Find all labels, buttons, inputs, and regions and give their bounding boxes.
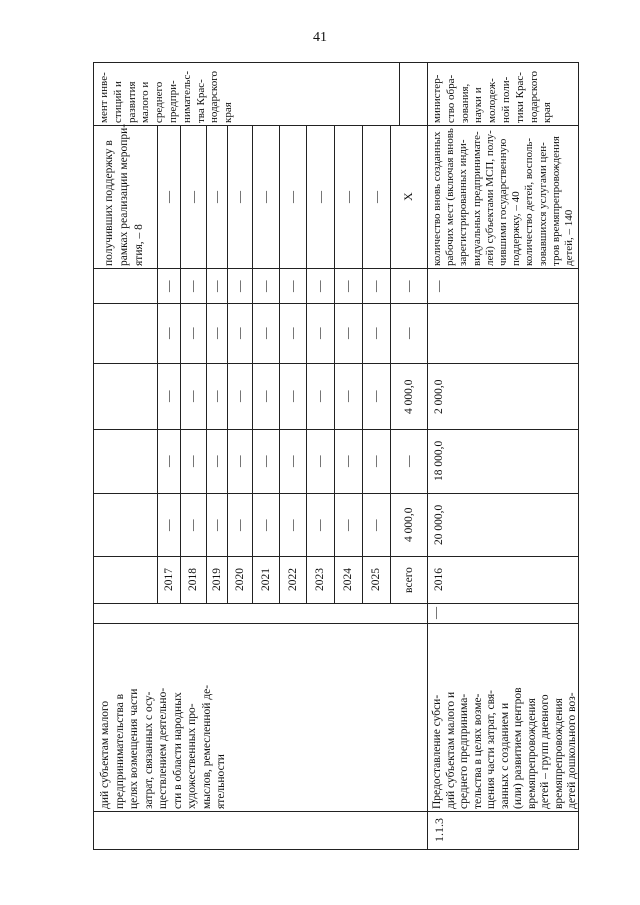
column-boundary bbox=[94, 363, 578, 364]
upper-executor-line: предпри- bbox=[166, 80, 179, 123]
year-cell: 2022 bbox=[286, 568, 299, 591]
row-boundary bbox=[157, 125, 158, 603]
lower-result-line: лей) субъектами МСП, полу- bbox=[483, 130, 496, 266]
year-cell: 2021 bbox=[259, 568, 272, 591]
year-cell: 2017 bbox=[162, 568, 175, 591]
lower-description-line: тельства в целях возме- bbox=[471, 693, 484, 809]
amount-regional-cell: — bbox=[370, 390, 382, 402]
result-value-cell: — bbox=[232, 190, 246, 203]
lower-result-line: рабочих мест (включая вновь bbox=[444, 128, 457, 266]
amount-federal-cell: 18 000,0 bbox=[433, 440, 445, 481]
amount-local-cell: — bbox=[259, 327, 272, 339]
result-value-cell: — bbox=[312, 190, 327, 203]
amount-regional-cell: — bbox=[314, 390, 326, 402]
upper-description-line: предпринимательства в bbox=[113, 693, 126, 809]
amount-other-cell: — bbox=[342, 280, 354, 292]
lower-executor-line: молодеж- bbox=[486, 78, 499, 123]
amount-other-cell: — bbox=[233, 280, 246, 292]
column-boundary bbox=[94, 556, 578, 557]
amount-federal-cell: — bbox=[233, 455, 246, 467]
result-value-cell: — bbox=[161, 190, 175, 203]
lower-result-line: зарегистрированных инди- bbox=[457, 139, 470, 266]
lower-result-line: количество детей, восполь- bbox=[523, 137, 536, 266]
amount-other-cell: — bbox=[259, 280, 272, 292]
amount-regional-cell: — bbox=[259, 390, 272, 402]
row-boundary bbox=[206, 125, 207, 603]
amount-local-cell: — bbox=[187, 327, 199, 339]
column-boundary bbox=[94, 811, 578, 812]
upper-executor-line: тва Крас- bbox=[194, 79, 207, 123]
column-boundary bbox=[94, 429, 578, 430]
row-boundary bbox=[399, 63, 400, 125]
upper-description-line: целях возмещения части bbox=[128, 688, 140, 809]
amount-other-cell: — bbox=[314, 280, 326, 292]
upper-executor-line: края bbox=[222, 102, 235, 123]
amount-other-cell: — bbox=[162, 280, 175, 292]
amount-federal-cell: — bbox=[162, 455, 175, 467]
year-cell: 2025 bbox=[370, 568, 382, 591]
row-boundary bbox=[252, 125, 253, 603]
amount-regional-cell: — bbox=[286, 390, 299, 402]
amount-federal-cell: — bbox=[370, 455, 382, 467]
column-boundary bbox=[94, 125, 578, 126]
lower-executor-line: науки и bbox=[472, 87, 485, 123]
amount-federal-cell: — bbox=[286, 455, 299, 467]
amount-total-cell: — bbox=[314, 519, 326, 531]
lower-description bbox=[431, 687, 580, 809]
upper-description-line: дий субъектам малого bbox=[99, 700, 111, 809]
year-cell: 2020 bbox=[233, 568, 246, 591]
column-boundary bbox=[94, 303, 578, 304]
amount-federal-cell: — bbox=[402, 455, 415, 467]
page-number: 41 bbox=[313, 30, 327, 45]
column-boundary bbox=[94, 623, 578, 624]
lower-description-line: детей дошкольного воз- bbox=[566, 692, 578, 809]
result-value-cell: Х bbox=[401, 192, 415, 201]
amount-other-cell: — bbox=[286, 280, 299, 292]
upper-executor-line: малого и bbox=[139, 81, 152, 123]
lower-result-line: зовавшихся услугами цен- bbox=[536, 142, 549, 266]
lower-result bbox=[431, 128, 576, 266]
amount-total-cell: — bbox=[342, 519, 354, 531]
amount-regional-cell: — bbox=[187, 390, 199, 402]
lower-description-line: среднего предпринима- bbox=[458, 693, 470, 809]
lower-result-line: количество вновь созданных bbox=[431, 131, 443, 266]
amount-federal-cell: — bbox=[314, 455, 326, 467]
row-boundary bbox=[227, 125, 228, 603]
lower-description-line: времяпрепровождения bbox=[525, 698, 538, 809]
upper-executor-line: нимательс- bbox=[180, 71, 193, 123]
year-cell: всего bbox=[402, 566, 415, 593]
lower-executor-line: нодарского bbox=[527, 71, 540, 123]
lower-description-line: (или) развитием центров bbox=[512, 687, 524, 809]
amount-local-cell: — bbox=[286, 327, 299, 339]
result-value-cell: — bbox=[258, 190, 272, 203]
lower-executor-line: ство обра- bbox=[444, 74, 457, 123]
upper-result-line: рамках реализации меропри- bbox=[118, 123, 130, 266]
lower-description-line: занных с созданием и bbox=[498, 702, 511, 809]
year-cell: 2018 bbox=[187, 568, 199, 591]
amount-total-cell: 20 000,0 bbox=[433, 504, 445, 545]
amount-local-cell: — bbox=[370, 327, 382, 339]
upper-executor bbox=[98, 71, 236, 123]
amount-local-cell: — bbox=[314, 327, 326, 339]
amount-total-cell: — bbox=[233, 519, 246, 531]
amount-other-cell: — bbox=[433, 280, 445, 292]
upper-description bbox=[98, 685, 229, 809]
amount-local-cell: — bbox=[402, 327, 415, 339]
amount-federal-cell: — bbox=[187, 455, 199, 467]
block-boundary bbox=[427, 63, 428, 849]
row-boundary bbox=[334, 125, 335, 603]
amount-regional-cell: — bbox=[233, 390, 246, 402]
amount-total-cell: — bbox=[286, 519, 299, 531]
upper-result-line: ятия, – 8 bbox=[133, 224, 145, 266]
lower-description-line: дий субъектам малого и bbox=[444, 691, 457, 809]
amount-total-cell: 4 000,0 bbox=[402, 507, 415, 542]
upper-description-line: художественных про- bbox=[186, 703, 198, 809]
year-cell: 2016 bbox=[433, 568, 445, 591]
amount-federal-cell: — bbox=[210, 455, 223, 467]
amount-other-cell: — bbox=[187, 280, 199, 292]
amount-local-cell: — bbox=[162, 327, 175, 339]
column-boundary bbox=[94, 603, 578, 604]
result-value-cell: — bbox=[209, 190, 223, 203]
year-cell: 2024 bbox=[342, 568, 354, 591]
upper-executor-line: стиций и bbox=[111, 81, 124, 123]
lower-result-line: чившими государственную bbox=[497, 138, 510, 266]
row-boundary bbox=[362, 125, 363, 603]
amount-total-cell: — bbox=[162, 519, 175, 531]
upper-description-line: мыслов, ремесленной де- bbox=[200, 684, 213, 809]
amount-local-cell: — bbox=[342, 327, 354, 339]
amount-other-cell: — bbox=[210, 280, 223, 292]
row-boundary bbox=[279, 125, 280, 603]
status-cell: — bbox=[427, 607, 442, 619]
upper-result-line: получивших поддержку в bbox=[103, 140, 115, 266]
upper-executor-line: мент инве- bbox=[98, 72, 110, 123]
amount-federal-cell: — bbox=[342, 455, 354, 467]
amount-local-cell: — bbox=[210, 327, 223, 339]
upper-description-line: ятельности bbox=[215, 754, 227, 809]
amount-regional-cell: — bbox=[162, 390, 175, 402]
column-boundary bbox=[94, 268, 578, 269]
amount-total-cell: — bbox=[187, 519, 199, 531]
row-number: 1.1.3 bbox=[431, 818, 446, 842]
lower-result-line: детей, – 140 bbox=[563, 209, 576, 266]
lower-description-line: Предоставление субси- bbox=[431, 694, 443, 809]
year-cell: 2023 bbox=[314, 568, 326, 591]
amount-other-cell: — bbox=[370, 280, 382, 292]
lower-executor bbox=[431, 71, 555, 123]
amount-federal-cell: — bbox=[259, 455, 272, 467]
lower-executor-line: края bbox=[541, 102, 554, 123]
amount-regional-cell: 2 000,0 bbox=[433, 379, 445, 414]
row-boundary bbox=[180, 125, 181, 603]
rotated-table bbox=[93, 62, 579, 850]
row-boundary bbox=[390, 125, 391, 603]
amount-local-cell: — bbox=[233, 327, 246, 339]
upper-executor-line: нодарского bbox=[208, 71, 221, 123]
lower-executor-line: зования, bbox=[458, 83, 471, 123]
lower-description-line: детей – групп дневного bbox=[539, 694, 551, 809]
upper-description-line: затрат, связанных с осу- bbox=[142, 691, 155, 809]
upper-description-line: сти в области народных bbox=[171, 692, 184, 809]
lower-executor-line: тики Крас- bbox=[513, 72, 526, 123]
lower-result-line: тров времяпрепровождения bbox=[549, 136, 562, 266]
lower-executor-line: ной поли- bbox=[499, 76, 512, 123]
amount-regional-cell: — bbox=[210, 390, 223, 402]
result-value-cell: — bbox=[340, 190, 355, 203]
result-value-cell: — bbox=[285, 190, 299, 203]
lower-result-line: поддержку, – 40 bbox=[510, 191, 523, 266]
lower-executor-line: министер- bbox=[431, 74, 443, 123]
result-value-cell: — bbox=[185, 190, 200, 203]
upper-executor-line: среднего bbox=[153, 81, 166, 123]
amount-other-cell: — bbox=[402, 280, 415, 292]
upper-description-line: ществлением деятельно- bbox=[157, 687, 169, 809]
amount-total-cell: — bbox=[210, 519, 223, 531]
lower-description-line: времяпрепровождения bbox=[552, 698, 565, 809]
upper-executor-line: развития bbox=[125, 81, 138, 123]
column-boundary bbox=[94, 493, 578, 494]
amount-regional-cell: — bbox=[342, 390, 354, 402]
row-boundary bbox=[306, 125, 307, 603]
amount-total-cell: — bbox=[259, 519, 272, 531]
year-cell: 2019 bbox=[210, 568, 223, 591]
result-value-cell: — bbox=[368, 190, 383, 203]
amount-regional-cell: 4 000,0 bbox=[402, 379, 415, 414]
lower-result-line: видуальных предпринимате- bbox=[470, 131, 483, 266]
lower-description-line: щения части затрат, свя- bbox=[485, 690, 497, 809]
amount-total-cell: — bbox=[370, 519, 382, 531]
upper-result bbox=[102, 124, 147, 266]
